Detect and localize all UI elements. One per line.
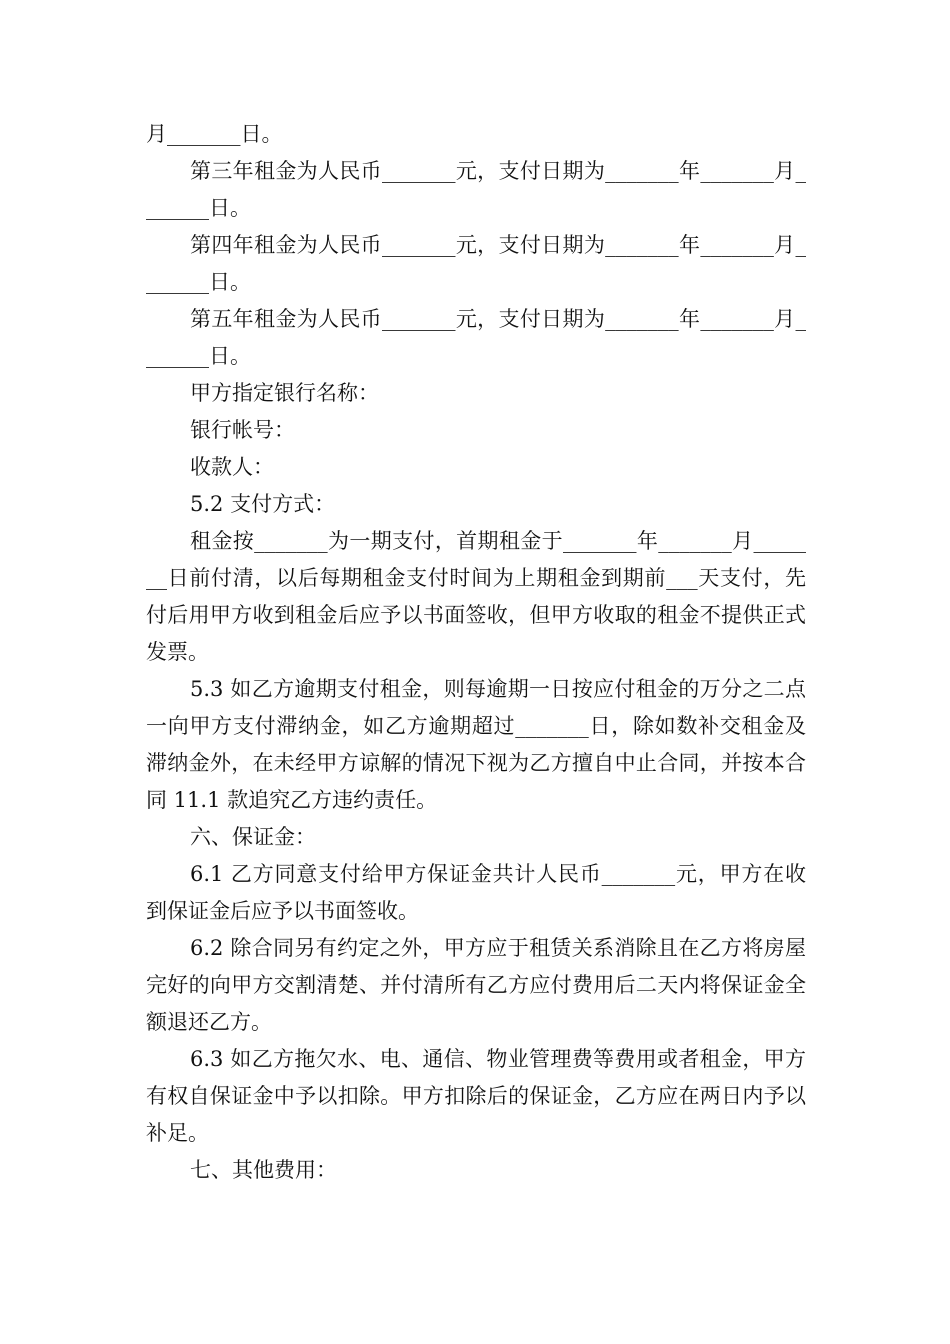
paragraph-year4-rent: 第四年租金为人民币_______元，支付日期为_______年_______月_______日。 [146,233,806,294]
paragraph-section-5-3: 5.3 如乙方逾期支付租金，则每逾期一日按应付租金的万分之二点一向甲方支付滞纳金，如乙方逾期超过_______日，除如数补交租金及滞纳金外，在未经甲方谅解的情况下视为乙方擅自中止合同，并按本合同 11.1 款追究乙方违约责任。 [146,677,806,812]
heading-other-fees: 七、其他费用： [190,1158,337,1182]
document-page [146,116,806,1189]
paragraph-section-6-3: 6.3 如乙方拖欠水、电、通信、物业管理费等费用或者租金，甲方有权自保证金中予以扣除。甲方扣除后的保证金，乙方应在两日内予以补足。 [146,1047,806,1145]
paragraph-section-6-1: 6.1 乙方同意支付给甲方保证金共计人民币_______元，甲方在收到保证金后应予以书面签收。 [146,862,806,923]
paragraph-section-6-2: 6.2 除合同另有约定之外，甲方应于租赁关系消除且在乙方将房屋完好的向甲方交割清楚、并付清所有乙方应付费用后二天内将保证金全额退还乙方。 [146,936,806,1034]
paragraph-bank-account: 银行帐号： [190,418,295,442]
paragraph-year3-rent: 第三年租金为人民币_______元，支付日期为_______年_______月_______日。 [146,159,806,220]
paragraph-year5-rent: 第五年租金为人民币_______元，支付日期为_______年_______月_______日。 [146,307,806,368]
heading-deposit: 六、保证金： [190,825,316,849]
paragraph-payee: 收款人： [190,455,274,479]
paragraph-bank-name: 甲方指定银行名称： [190,381,379,405]
paragraph-section-5-2: 5.2 支付方式： [190,492,336,516]
paragraph-payment-terms: 租金按_______为一期支付，首期租金于_______年_______月_______日前付清，以后每期租金支付时间为上期租金到期前___天支付，先付后用甲方收到租金后应予以书面签收，但甲方收取的租金不提供正式发票。 [146,529,806,664]
paragraph-continuation: 月_______日。 [146,122,283,146]
